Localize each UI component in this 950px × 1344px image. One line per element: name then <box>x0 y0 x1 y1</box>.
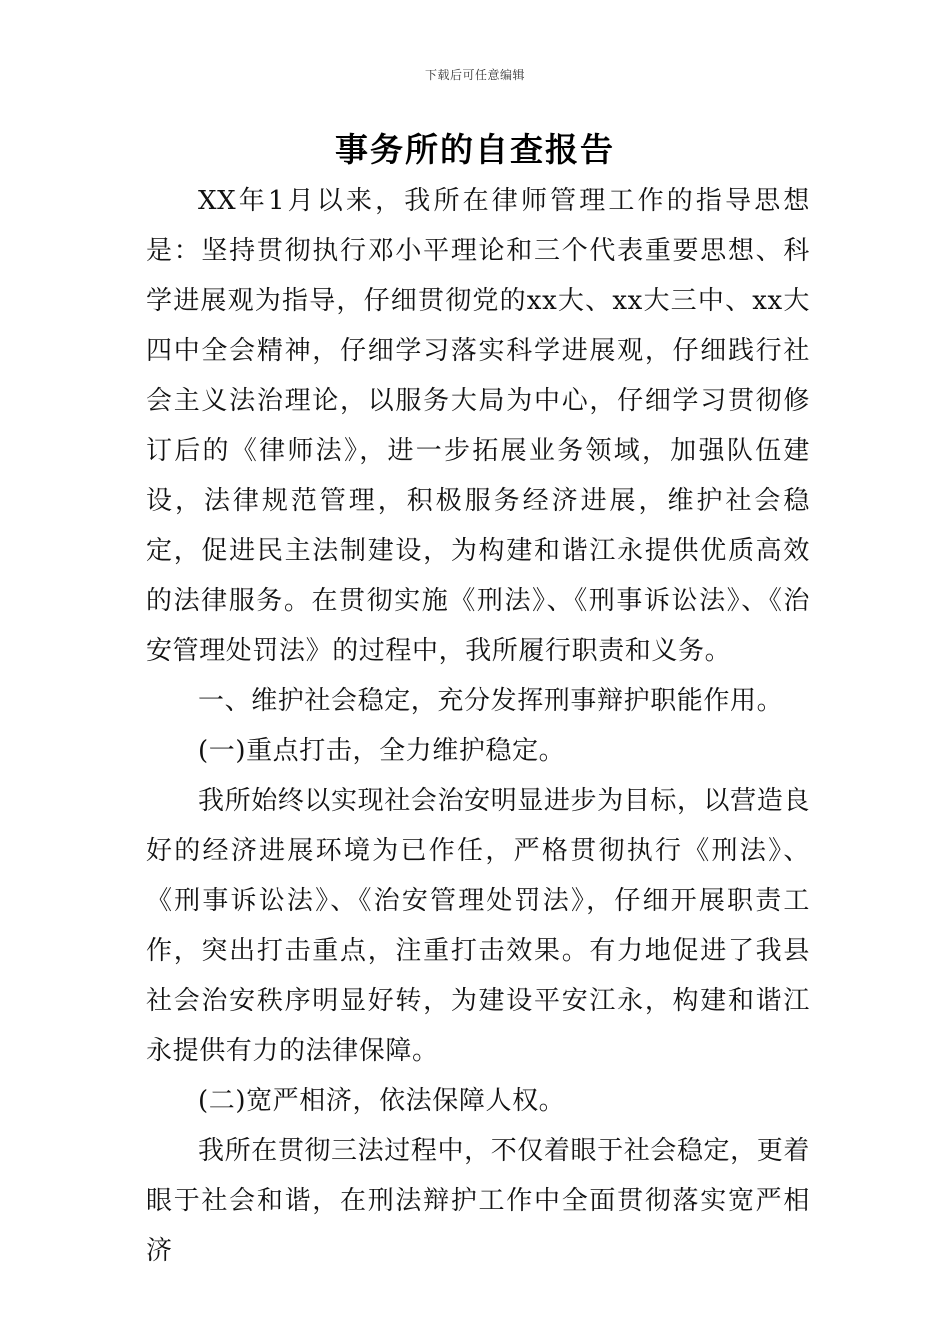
header-note: 下载后可任意编辑 <box>424 68 525 82</box>
subsection-heading-2: (二)宽严相济，依法保障人权。 <box>198 1086 566 1116</box>
subsection-heading-1: (一)重点打击，全力维护稳定。 <box>198 736 566 766</box>
paragraph-subsection-1: 我所始终以实现社会治安明显进步为目标，以营造良好的经济进展环境为已作任，严格贯彻执行《刑法》、《刑事诉讼法》、《治安管理处罚法》，仔细开展职责工作，突出打击重点，注重打击效果。有力地促进了我县社会治安秩序明显好转，为建设平安江永，构建和谐江永提供有力的法律保障。 <box>146 786 810 1066</box>
section-heading-1: 一、维护社会稳定，充分发挥刑事辩护职能作用。 <box>198 686 784 716</box>
document-body <box>146 176 810 1276</box>
paragraph-intro: XX年1月以来，我所在律师管理工作的指导思想是：坚持贯彻执行邓小平理论和三个代表重要思想、科学进展观为指导，仔细贯彻党的xx大、xx大三中、xx大四中全会精神，仔细学习落实科学进展观，仔细践行社会主义法治理论，以服务大局为中心，仔细学习贯彻修订后的《律师法》，进一步拓展业务领域，加强队伍建设，法律规范管理，积极服务经济进展，维护社会稳定，促进民主法制建设，为构建和谐江永提供优质高效的法律服务。在贯彻实施《刑法》、《刑事诉讼法》、《治安管理处罚法》的过程中，我所履行职责和义务。 <box>146 186 810 666</box>
document-title: 事务所的自查报告 <box>335 130 615 169</box>
paragraph-subsection-2: 我所在贯彻三法过程中，不仅着眼于社会稳定，更着眼于社会和谐，在刑法辩护工作中全面贯彻落实宽严相济 <box>146 1136 810 1266</box>
